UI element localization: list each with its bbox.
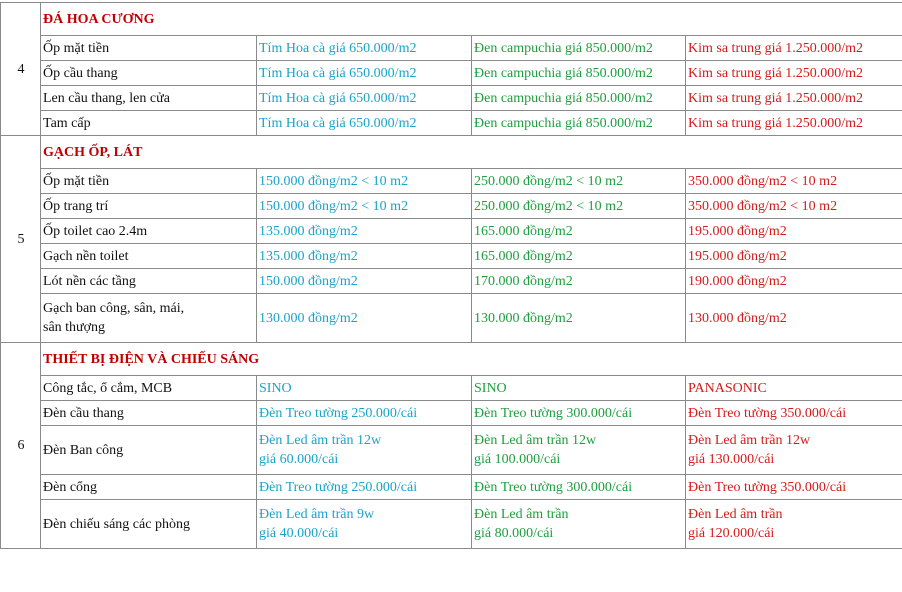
option-1-cell-text: Đèn Led âm trần 9w <box>259 507 375 522</box>
section-header-row <box>1 3 902 36</box>
option-2-cell <box>472 294 686 343</box>
option-3-cell <box>686 86 902 111</box>
option-1-cell-text: 150.000 đồng/m2 <box>259 273 358 289</box>
option-2-cell-text: 250.000 đồng/m2 < 10 m2 <box>474 198 624 214</box>
option-1-cell <box>257 294 472 343</box>
item-cell-text: Ốp toilet cao 2.4m <box>43 223 148 239</box>
option-1-cell-text: Tím Hoa cà giá 650.000/m2 <box>259 40 417 56</box>
option-2-cell-text: Đen campuchia giá 850.000/m2 <box>474 65 653 81</box>
item-cell-text: Ốp mặt tiền <box>43 40 110 56</box>
option-3-cell-text: PANASONIC <box>688 380 767 396</box>
item-cell-text: Len cầu thang, len cửa <box>43 90 170 106</box>
option-3-cell <box>686 36 902 61</box>
table-row <box>1 169 902 194</box>
item-cell <box>41 475 257 500</box>
item-cell <box>41 169 257 194</box>
option-2-cell <box>472 376 686 401</box>
item-cell <box>41 401 257 426</box>
section-number: 5 <box>1 136 41 343</box>
option-1-cell-text: Đèn Treo tường 250.000/cái <box>259 479 418 495</box>
section-number: 6 <box>1 343 41 549</box>
table-row <box>1 426 902 475</box>
option-3-cell-text: Đèn Led âm trần 12w <box>688 433 811 448</box>
item-cell <box>41 61 257 86</box>
section-number: 4 <box>1 3 41 136</box>
option-3-cell <box>686 376 902 401</box>
option-1-cell-text: SINO <box>259 380 292 396</box>
option-2-cell-text: SINO <box>474 380 507 396</box>
option-2-cell-text: giá 80.000/cái <box>474 526 554 541</box>
table-row <box>1 244 902 269</box>
option-1-cell <box>257 426 472 475</box>
item-cell-text: sân thượng <box>43 320 106 335</box>
option-3-cell <box>686 244 902 269</box>
option-3-cell <box>686 269 902 294</box>
option-3-cell-text: giá 120.000/cái <box>688 526 775 541</box>
option-3-cell-text: Đèn Treo tường 350.000/cái <box>688 405 847 421</box>
option-1-cell <box>257 269 472 294</box>
item-cell-text: Đèn cổng <box>43 479 98 495</box>
option-2-cell-text: Đen campuchia giá 850.000/m2 <box>474 90 653 106</box>
option-2-cell-text: Đèn Treo tường 300.000/cái <box>474 405 633 421</box>
item-cell <box>41 194 257 219</box>
item-cell <box>41 36 257 61</box>
item-cell-text: Ốp mặt tiền <box>43 173 110 189</box>
option-1-cell <box>257 376 472 401</box>
option-3-cell-text: 350.000 đồng/m2 < 10 m2 <box>688 198 838 214</box>
section-header-row <box>1 343 902 376</box>
price-table <box>0 2 902 549</box>
item-cell <box>41 219 257 244</box>
item-cell-text: Ốp trang trí <box>43 198 109 214</box>
item-cell-text: Công tắc, ổ cắm, MCB <box>43 380 173 396</box>
table-row <box>1 401 902 426</box>
item-cell <box>41 269 257 294</box>
item-cell <box>41 244 257 269</box>
option-1-cell-text: 135.000 đồng/m2 <box>259 248 358 264</box>
section-title: THIẾT BỊ ĐIỆN VÀ CHIẾU SÁNG <box>41 343 902 376</box>
option-1-cell-text: Tím Hoa cà giá 650.000/m2 <box>259 65 417 81</box>
option-2-cell <box>472 426 686 475</box>
option-2-cell-text: Đèn Led âm trần <box>474 507 569 522</box>
option-3-cell-text: 190.000 đồng/m2 <box>688 273 787 289</box>
option-2-cell-text: 170.000 đồng/m2 <box>474 273 573 289</box>
option-3-cell-text: Kim sa trung giá 1.250.000/m2 <box>688 65 863 81</box>
table-row <box>1 219 902 244</box>
option-2-cell-text: 165.000 đồng/m2 <box>474 248 573 264</box>
option-1-cell-text: 150.000 đồng/m2 < 10 m2 <box>259 173 409 189</box>
item-cell-text: Đèn cầu thang <box>43 405 124 421</box>
option-2-cell-text: Đèn Led âm trần 12w <box>474 433 597 448</box>
item-cell-text: Ốp cầu thang <box>43 65 118 81</box>
option-2-cell <box>472 111 686 136</box>
item-cell <box>41 426 257 475</box>
table-row <box>1 61 902 86</box>
option-2-cell <box>472 169 686 194</box>
table-row <box>1 294 902 343</box>
option-2-cell <box>472 194 686 219</box>
option-1-cell <box>257 61 472 86</box>
option-1-cell-text: Tím Hoa cà giá 650.000/m2 <box>259 90 417 106</box>
option-1-cell-text: Đèn Treo tường 250.000/cái <box>259 405 418 421</box>
option-2-cell <box>472 475 686 500</box>
option-3-cell-text: Đèn Led âm trần <box>688 507 783 522</box>
item-cell-text: Lót nền các tầng <box>43 273 136 289</box>
table-row <box>1 194 902 219</box>
option-2-cell <box>472 61 686 86</box>
option-2-cell-text: 130.000 đồng/m2 <box>474 310 573 326</box>
option-2-cell <box>472 219 686 244</box>
table-row <box>1 36 902 61</box>
item-cell-text: Đèn chiếu sáng các phòng <box>43 516 190 532</box>
option-3-cell-text: Kim sa trung giá 1.250.000/m2 <box>688 115 863 131</box>
item-cell <box>41 111 257 136</box>
option-3-cell <box>686 500 902 549</box>
option-3-cell <box>686 169 902 194</box>
option-3-cell <box>686 219 902 244</box>
option-1-cell <box>257 194 472 219</box>
option-3-cell-text: 350.000 đồng/m2 < 10 m2 <box>688 173 838 189</box>
item-cell <box>41 500 257 549</box>
item-cell <box>41 294 257 343</box>
option-2-cell <box>472 401 686 426</box>
option-1-cell-text: Tím Hoa cà giá 650.000/m2 <box>259 115 417 131</box>
option-2-cell <box>472 36 686 61</box>
option-2-cell-text: 165.000 đồng/m2 <box>474 223 573 239</box>
price-table-body <box>1 3 902 549</box>
option-1-cell-text: giá 60.000/cái <box>259 452 339 467</box>
option-1-cell <box>257 86 472 111</box>
item-cell <box>41 376 257 401</box>
option-1-cell <box>257 111 472 136</box>
option-3-cell <box>686 475 902 500</box>
option-1-cell-text: Đèn Led âm trần 12w <box>259 433 382 448</box>
section-header-row <box>1 136 902 169</box>
option-2-cell <box>472 500 686 549</box>
table-row <box>1 475 902 500</box>
option-3-cell-text: Kim sa trung giá 1.250.000/m2 <box>688 90 863 106</box>
table-row <box>1 269 902 294</box>
option-2-cell-text: giá 100.000/cái <box>474 452 561 467</box>
option-1-cell <box>257 244 472 269</box>
table-row <box>1 111 902 136</box>
option-3-cell-text: Đèn Treo tường 350.000/cái <box>688 479 847 495</box>
option-2-cell <box>472 244 686 269</box>
option-1-cell <box>257 219 472 244</box>
option-2-cell-text: Đen campuchia giá 850.000/m2 <box>474 40 653 56</box>
option-2-cell-text: Đen campuchia giá 850.000/m2 <box>474 115 653 131</box>
option-3-cell-text: 195.000 đồng/m2 <box>688 223 787 239</box>
option-3-cell-text: Kim sa trung giá 1.250.000/m2 <box>688 40 863 56</box>
option-2-cell-text: Đèn Treo tường 300.000/cái <box>474 479 633 495</box>
option-3-cell <box>686 401 902 426</box>
option-1-cell-text: 135.000 đồng/m2 <box>259 223 358 239</box>
option-3-cell <box>686 194 902 219</box>
option-2-cell-text: 250.000 đồng/m2 < 10 m2 <box>474 173 624 189</box>
table-row <box>1 86 902 111</box>
option-1-cell-text: giá 40.000/cái <box>259 526 339 541</box>
option-3-cell <box>686 111 902 136</box>
option-1-cell <box>257 475 472 500</box>
option-2-cell <box>472 269 686 294</box>
option-3-cell <box>686 61 902 86</box>
option-3-cell <box>686 426 902 475</box>
item-cell-text: Gạch ban công, sân, mái, <box>43 301 185 316</box>
option-1-cell-text: 150.000 đồng/m2 < 10 m2 <box>259 198 409 214</box>
option-1-cell <box>257 401 472 426</box>
item-cell-text: Gạch nền toilet <box>43 248 129 264</box>
option-1-cell-text: 130.000 đồng/m2 <box>259 310 358 326</box>
section-title: ĐÁ HOA CƯƠNG <box>41 3 902 36</box>
option-1-cell <box>257 500 472 549</box>
option-3-cell <box>686 294 902 343</box>
table-row <box>1 376 902 401</box>
option-2-cell <box>472 86 686 111</box>
option-1-cell <box>257 36 472 61</box>
table-row <box>1 500 902 549</box>
item-cell <box>41 86 257 111</box>
item-cell-text: Đèn Ban công <box>43 442 124 458</box>
option-1-cell <box>257 169 472 194</box>
option-3-cell-text: 130.000 đồng/m2 <box>688 310 787 326</box>
option-3-cell-text: 195.000 đồng/m2 <box>688 248 787 264</box>
option-3-cell-text: giá 130.000/cái <box>688 452 775 467</box>
item-cell-text: Tam cấp <box>43 115 91 131</box>
section-title: GẠCH ỐP, LÁT <box>41 136 902 169</box>
